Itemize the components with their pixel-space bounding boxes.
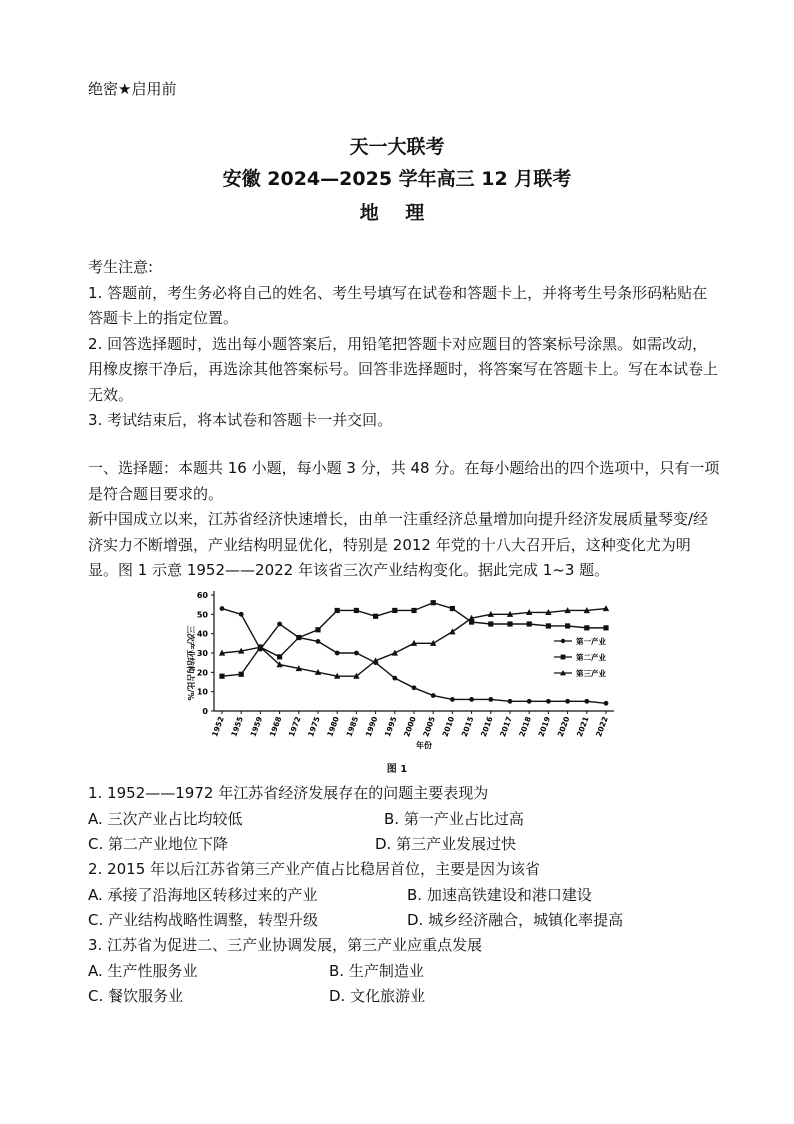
option-a[interactable]: A. 生产性服务业	[88, 962, 198, 980]
data-point	[488, 697, 493, 702]
industry-structure-chart	[178, 585, 628, 755]
figure-caption: 图 1	[386, 764, 408, 775]
legend-label: 第三产业	[576, 669, 606, 678]
data-point	[450, 606, 455, 611]
x-tick-label: 2000	[402, 715, 418, 738]
data-point	[565, 623, 570, 628]
data-point	[316, 639, 321, 644]
data-point	[508, 699, 513, 704]
data-point	[219, 674, 224, 679]
section-block	[88, 456, 720, 584]
legend-label: 第一产业	[576, 637, 606, 646]
data-point	[411, 608, 416, 613]
question-stem: 3. 江苏省为促进二、三产业协调发展，第三产业应重点发展	[88, 936, 483, 954]
option-c[interactable]: C. 餐饮服务业	[88, 987, 184, 1005]
data-point	[335, 608, 340, 613]
data-point	[431, 693, 436, 698]
x-tick-label: 2016	[478, 715, 495, 738]
data-point	[354, 651, 359, 656]
data-point	[354, 608, 359, 613]
data-point	[296, 635, 301, 640]
chart-series-group	[219, 600, 609, 706]
x-axis-label: 年份	[416, 741, 432, 750]
x-tick-label: 1995	[382, 715, 399, 738]
data-point	[277, 654, 282, 659]
notice-item: 1. 答题前，考生务必将自己的姓名、考生号填写在试卷和答题卡上，并将考生号条形码粘贴在答题卡上的指定位置。	[88, 283, 708, 327]
x-tick-label: 1955	[229, 715, 245, 738]
exam-name-title: 安徽 2024—2025 学年高三 12 月联考	[222, 168, 572, 190]
x-tick-label: 2017	[498, 715, 514, 738]
x-tick-label: 1952	[210, 715, 226, 738]
x-tick-label: 2005	[421, 715, 437, 738]
data-point	[604, 701, 609, 706]
x-tick-label: 1985	[344, 715, 361, 738]
chart-axes	[197, 591, 614, 738]
notice-block	[88, 255, 720, 434]
data-point	[449, 628, 455, 634]
y-axis-label: 三次产业结构占比/%	[186, 625, 195, 701]
x-tick-label: 1980	[325, 715, 341, 738]
question-stem: 1. 1952——1972 年江苏省经济发展存在的问题主要表现为	[88, 784, 489, 802]
option-a[interactable]: A. 三次产业占比均较低	[88, 810, 243, 828]
option-d[interactable]: D. 城乡经济融合，城镇化率提高	[407, 911, 624, 929]
y-tick-label: 50	[196, 610, 208, 620]
data-point	[220, 606, 225, 611]
data-point	[239, 612, 244, 617]
y-tick-label: 30	[196, 649, 208, 658]
y-tick-label: 0	[202, 707, 208, 716]
question-stem: 2. 2015 年以后江苏省第三产业产值占比稳居首位，主要是因为该省	[88, 860, 541, 878]
y-tick-label: 40	[196, 629, 208, 639]
option-a[interactable]: A. 承接了沿海地区转移过来的产业	[88, 886, 318, 904]
data-point	[546, 623, 551, 628]
x-tick-label: 2021	[574, 715, 591, 738]
data-point	[507, 621, 512, 626]
subject-title: 地 理	[359, 202, 435, 224]
notice-item: 3. 考试结束后，将本试卷和答题卡一并交回。	[88, 411, 393, 429]
data-point	[392, 676, 397, 681]
data-point	[565, 699, 570, 704]
option-d[interactable]: D. 文化旅游业	[329, 987, 426, 1005]
chart-legend	[554, 636, 606, 678]
data-point	[373, 614, 378, 619]
data-point	[546, 699, 551, 704]
legend-label: 第二产业	[576, 653, 606, 662]
notice-item: 2. 回答选择题时，选出每小题答案后，用铅笔把答题卡对应题目的答案标号涂黑。如需改动，用橡皮擦干净后，再选涂其他答案标号。回答非选择题时，将答案写在答题卡上。写在本试卷上无效。	[88, 334, 719, 404]
x-tick-label: 2010	[440, 715, 457, 738]
option-c[interactable]: C. 第二产业地位下降	[88, 835, 229, 853]
data-point	[335, 651, 340, 656]
option-d[interactable]: D. 第三产业发展过快	[375, 835, 517, 853]
y-tick-label: 60	[196, 591, 208, 600]
option-b[interactable]: B. 加速高铁建设和港口建设	[407, 886, 592, 904]
option-b[interactable]: B. 生产制造业	[329, 962, 424, 980]
legend-marker	[561, 639, 565, 643]
data-point	[412, 685, 417, 690]
data-point	[315, 627, 320, 632]
data-point	[277, 622, 282, 627]
data-point	[527, 699, 532, 704]
x-tick-label: 2020	[555, 715, 572, 738]
data-point	[488, 621, 493, 626]
data-point	[239, 672, 244, 677]
notice-heading: 考生注意:	[88, 258, 154, 276]
legend-marker	[561, 655, 566, 660]
data-point	[450, 697, 455, 702]
y-tick-label: 20	[196, 668, 208, 678]
section-instruction: 一、选择题：本题共 16 小题，每小题 3 分，共 48 分。在每小题给出的四个选项中，只有一项是符合题目要求的。	[88, 459, 720, 503]
secret-label: 绝密★启用前	[88, 80, 177, 98]
data-point	[431, 600, 436, 605]
data-point	[527, 621, 532, 626]
y-tick-label: 10	[196, 687, 208, 697]
data-point	[584, 625, 589, 630]
x-tick-label: 1968	[267, 715, 284, 738]
x-tick-label: 1975	[306, 715, 322, 738]
x-tick-label: 2018	[517, 715, 533, 738]
passage-text: 新中国成立以来，江苏省经济快速增长，由单一注重经济总量增加向提升经济发展质量琴变/经济实力不断增强，产业结构明显优化，特别是 2012 年党的十八大召开后，这种变化尤为明显。图 1 示意 1952——2022 年该省三次产业结构变化。据此完成 1~3 题。	[88, 510, 709, 579]
data-point	[469, 697, 474, 702]
data-point	[392, 608, 397, 613]
x-tick-label: 1972	[286, 715, 303, 738]
data-point	[584, 699, 589, 704]
exam-org-title: 天一大联考	[349, 136, 445, 158]
x-tick-label: 1959	[248, 715, 265, 738]
x-tick-label: 2015	[459, 715, 476, 738]
data-point	[603, 625, 608, 630]
option-c[interactable]: C. 产业结构战略性调整，转型升级	[88, 911, 319, 929]
option-b[interactable]: B. 第一产业占比过高	[384, 810, 524, 828]
x-tick-label: 2019	[536, 715, 553, 738]
x-tick-label: 2022	[594, 715, 610, 738]
x-tick-label: 1990	[363, 715, 380, 738]
